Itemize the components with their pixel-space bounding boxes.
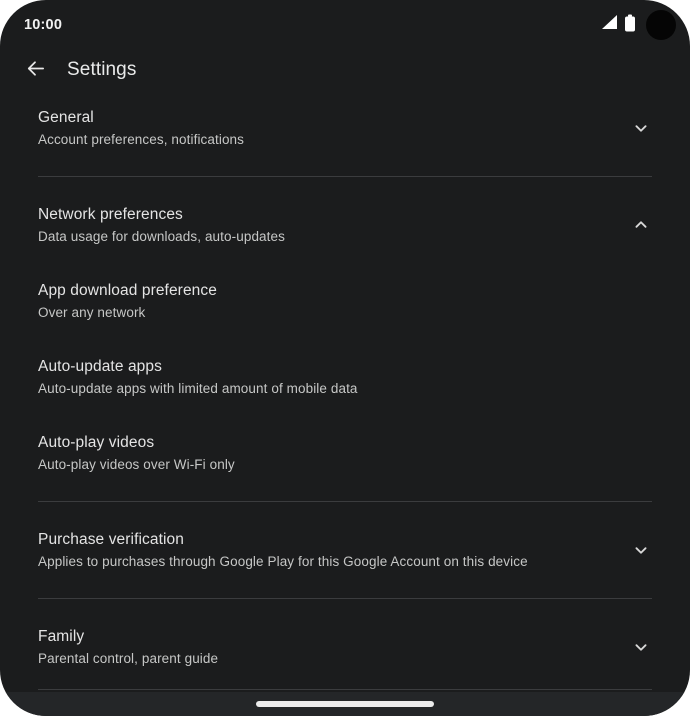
chevron-down-icon <box>630 636 652 658</box>
settings-item-network-preferences[interactable] <box>0 187 690 263</box>
divider <box>38 598 652 599</box>
item-subtitle: Data usage for downloads, auto-updates <box>38 229 285 244</box>
chevron-down-icon <box>630 539 652 561</box>
settings-item-purchase-verification[interactable] <box>0 512 690 588</box>
settings-item-auto-play-videos[interactable] <box>0 415 690 491</box>
item-title: Purchase verification <box>38 531 184 548</box>
item-title: App download preference <box>38 282 217 299</box>
divider <box>38 689 652 690</box>
settings-item-auto-update-apps[interactable] <box>0 339 690 415</box>
item-title: Family <box>38 628 85 645</box>
settings-item-app-download-preference[interactable] <box>0 263 690 339</box>
status-time: 10:00 <box>24 17 63 33</box>
app-header <box>0 50 690 90</box>
item-subtitle: Account preferences, notifications <box>38 132 245 147</box>
nav-handle[interactable] <box>256 701 434 707</box>
item-title: Auto-update apps <box>38 358 162 375</box>
gesture-nav-bar <box>0 692 690 716</box>
settings-list <box>0 90 690 690</box>
status-icons <box>601 10 676 40</box>
item-subtitle: Auto-play videos over Wi-Fi only <box>38 457 235 472</box>
arrow-left-icon <box>24 57 47 83</box>
back-button[interactable] <box>17 52 53 88</box>
item-subtitle: Applies to purchases through Google Play for this Google Account on this device <box>38 554 528 569</box>
status-bar <box>0 0 690 50</box>
avatar[interactable] <box>646 10 676 40</box>
item-title: Auto-play videos <box>38 434 155 451</box>
chevron-down-icon <box>630 117 652 139</box>
divider <box>38 501 652 502</box>
settings-item-general[interactable] <box>0 90 690 166</box>
settings-item-family[interactable] <box>0 609 690 679</box>
divider <box>38 176 652 177</box>
item-subtitle: Parental control, parent guide <box>38 651 219 666</box>
signal-icon <box>601 15 618 35</box>
item-title: Network preferences <box>38 206 183 223</box>
page-title: Settings <box>67 59 137 80</box>
item-title: General <box>38 109 94 126</box>
item-subtitle: Auto-update apps with limited amount of mobile data <box>38 381 358 396</box>
chevron-up-icon <box>630 214 652 236</box>
item-subtitle: Over any network <box>38 305 146 320</box>
battery-icon <box>624 14 636 37</box>
